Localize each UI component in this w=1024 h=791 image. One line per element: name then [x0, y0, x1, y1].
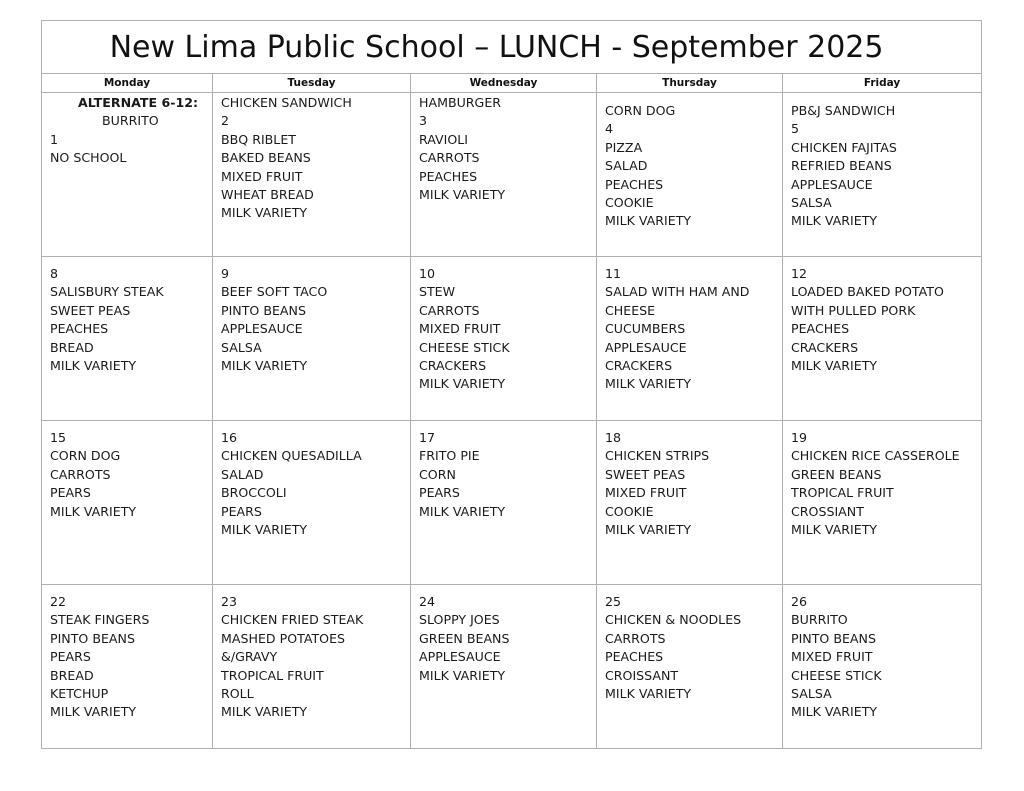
- menu-item: CHICKEN RICE CASSEROLE: [791, 448, 960, 464]
- menu-item: PEARS: [221, 503, 262, 519]
- menu-item: MILK VARIETY: [791, 704, 878, 720]
- menu-item: NO SCHOOL: [50, 150, 127, 166]
- menu-item: CHICKEN & NOODLES: [605, 612, 742, 628]
- menu-item: APPLESAUCE: [221, 321, 303, 337]
- menu-item: SWEET PEAS: [50, 302, 131, 318]
- menu-item: SALISBURY STEAK: [50, 284, 164, 300]
- day-cell-26: [783, 585, 982, 749]
- day-cell-5: [783, 93, 982, 257]
- day-cell-1: [42, 93, 213, 257]
- menu-item: TROPICAL FRUIT: [791, 485, 894, 501]
- alternate-item: BURRITO: [102, 113, 159, 129]
- day-cell-3: [411, 93, 597, 257]
- menu-item: COOKIE: [605, 195, 654, 211]
- day-number: 25: [605, 594, 622, 609]
- menu-item: MIXED FRUIT: [605, 485, 687, 501]
- menu-item: KETCHUP: [50, 686, 109, 702]
- menu-item: MILK VARIETY: [221, 704, 308, 720]
- day-number: 26: [791, 594, 808, 609]
- menu-item: GREEN BEANS: [419, 630, 510, 646]
- menu-item: PINTO BEANS: [221, 302, 306, 318]
- day-cell-8: [42, 257, 213, 421]
- alternate-label: ALTERNATE 6-12:: [78, 95, 199, 110]
- day-number: 11: [605, 266, 622, 281]
- menu-item: WHEAT BREAD: [221, 187, 314, 203]
- menu-item: CHICKEN QUESADILLA: [221, 448, 362, 464]
- menu-item: PEACHES: [50, 321, 109, 337]
- menu-item: MILK VARIETY: [50, 503, 137, 519]
- day-cell-22: [42, 585, 213, 749]
- menu-item: CHEESE STICK: [791, 667, 882, 683]
- menu-item: BROCCOLI: [221, 485, 287, 501]
- menu-item: HAMBURGER: [419, 95, 502, 110]
- day-cell-9: [213, 257, 411, 421]
- menu-item: MILK VARIETY: [50, 704, 137, 720]
- menu-item: SALSA: [791, 686, 832, 702]
- day-header-row: [42, 74, 982, 93]
- day-cell-17: [411, 421, 597, 585]
- day-cell-11: [597, 257, 783, 421]
- day-number: 4: [605, 121, 614, 137]
- menu-item: CORN DOG: [605, 103, 676, 118]
- menu-item: BURRITO: [791, 612, 848, 628]
- week-row-1: [42, 93, 982, 257]
- menu-item: ROLL: [221, 686, 254, 702]
- menu-item: MILK VARIETY: [221, 522, 308, 538]
- day-number: 16: [221, 430, 238, 445]
- menu-item: CHEESE: [605, 302, 656, 318]
- menu-item: BBQ RIBLET: [221, 131, 296, 147]
- menu-item: MILK VARIETY: [419, 503, 506, 519]
- menu-item: MILK VARIETY: [419, 376, 506, 392]
- day-number: 24: [419, 594, 436, 609]
- menu-item: CARROTS: [605, 630, 666, 646]
- menu-item: CARROTS: [419, 150, 480, 166]
- menu-item: WITH PULLED PORK: [791, 302, 916, 318]
- header-monday: Monday: [42, 74, 213, 93]
- menu-item: PIZZA: [605, 139, 643, 155]
- day-cell-23: [213, 585, 411, 749]
- menu-item: LOADED BAKED POTATO: [791, 284, 944, 300]
- day-number: 17: [419, 430, 436, 445]
- day-cell-18: [597, 421, 783, 585]
- day-cell-12: [783, 257, 982, 421]
- menu-item: CRACKERS: [605, 358, 673, 374]
- menu-item: MILK VARIETY: [419, 667, 506, 683]
- day-number: 23: [221, 594, 238, 609]
- day-number: 9: [221, 266, 230, 281]
- day-cell-19: [783, 421, 982, 585]
- day-cell-16: [213, 421, 411, 585]
- menu-item: PEACHES: [605, 649, 664, 665]
- menu-item: PEARS: [50, 649, 91, 665]
- day-cell-4: [597, 93, 783, 257]
- menu-item: APPLESAUCE: [419, 649, 501, 665]
- menu-item: SALAD: [605, 158, 648, 174]
- menu-item: CHICKEN FRIED STEAK: [221, 612, 364, 628]
- menu-item: MILK VARIETY: [605, 213, 692, 229]
- header-wednesday: Wednesday: [411, 74, 597, 93]
- day-number: 18: [605, 430, 622, 445]
- day-number: 19: [791, 430, 808, 445]
- menu-item: MIXED FRUIT: [791, 649, 873, 665]
- menu-item: MILK VARIETY: [605, 686, 692, 702]
- menu-item: APPLESAUCE: [791, 176, 873, 192]
- day-number: 5: [791, 121, 800, 137]
- menu-item: CORN: [419, 466, 456, 482]
- menu-item: PINTO BEANS: [50, 630, 135, 646]
- menu-item: MILK VARIETY: [605, 522, 692, 538]
- menu-item: PINTO BEANS: [791, 630, 876, 646]
- menu-item: SALSA: [221, 339, 262, 355]
- menu-item: BREAD: [50, 339, 94, 355]
- menu-item: CHICKEN FAJITAS: [791, 139, 897, 155]
- menu-item: PEACHES: [605, 176, 664, 192]
- day-number: 8: [50, 266, 59, 281]
- menu-item: CHEESE STICK: [419, 339, 510, 355]
- menu-item: SWEET PEAS: [605, 466, 686, 482]
- day-cell-15: [42, 421, 213, 585]
- menu-item: MIXED FRUIT: [221, 168, 303, 184]
- day-number: 1: [50, 131, 59, 147]
- menu-item: BEEF SOFT TACO: [221, 284, 328, 300]
- menu-item: PEARS: [50, 485, 91, 501]
- menu-item: PEARS: [419, 485, 460, 501]
- menu-item: BREAD: [50, 667, 94, 683]
- menu-item: SALSA: [791, 195, 832, 211]
- page-title: New Lima Public School – LUNCH - September 2025: [109, 29, 884, 65]
- menu-item: COOKIE: [605, 503, 654, 519]
- menu-item: MILK VARIETY: [791, 358, 878, 374]
- day-number: 2: [221, 113, 230, 129]
- title-cell: [42, 21, 982, 74]
- menu-item: FRITO PIE: [419, 448, 480, 464]
- day-number: 22: [50, 594, 67, 609]
- menu-item: MILK VARIETY: [221, 205, 308, 221]
- day-number: 10: [419, 266, 436, 281]
- lunch-calendar-table: [41, 20, 982, 749]
- menu-item: MILK VARIETY: [419, 187, 506, 203]
- day-number: 12: [791, 266, 808, 281]
- week-row-4: [42, 585, 982, 749]
- menu-item: CARROTS: [50, 466, 111, 482]
- menu-item: CROISSANT: [605, 667, 679, 683]
- header-tuesday: Tuesday: [213, 74, 411, 93]
- menu-item: STEAK FINGERS: [50, 612, 150, 628]
- week-row-2: [42, 257, 982, 421]
- menu-item: CHICKEN SANDWICH: [221, 95, 352, 110]
- day-cell-24: [411, 585, 597, 749]
- menu-item: BAKED BEANS: [221, 150, 311, 166]
- menu-item: APPLESAUCE: [605, 339, 687, 355]
- menu-item: CHICKEN STRIPS: [605, 448, 710, 464]
- menu-item: PEACHES: [791, 321, 850, 337]
- menu-item: PB&J SANDWICH: [791, 103, 896, 118]
- day-number: 3: [419, 113, 428, 129]
- menu-item: CORN DOG: [50, 448, 121, 464]
- menu-item: MILK VARIETY: [791, 522, 878, 538]
- menu-item: MILK VARIETY: [221, 358, 308, 374]
- menu-item: GREEN BEANS: [791, 466, 882, 482]
- menu-item: SALAD WITH HAM AND: [605, 284, 750, 300]
- menu-item: REFRIED BEANS: [791, 158, 892, 174]
- menu-item: MILK VARIETY: [50, 358, 137, 374]
- menu-item: MIXED FRUIT: [419, 321, 501, 337]
- week-row-3: [42, 421, 982, 585]
- menu-item: CRACKERS: [419, 358, 487, 374]
- menu-item: CUCUMBERS: [605, 321, 686, 337]
- day-cell-2: [213, 93, 411, 257]
- menu-item: CRACKERS: [791, 339, 859, 355]
- header-thursday: Thursday: [597, 74, 783, 93]
- day-cell-25: [597, 585, 783, 749]
- menu-item: STEW: [419, 284, 456, 300]
- menu-item: TROPICAL FRUIT: [221, 667, 324, 683]
- day-cell-10: [411, 257, 597, 421]
- menu-item: SLOPPY JOES: [419, 612, 500, 628]
- day-number: 15: [50, 430, 67, 445]
- header-friday: Friday: [783, 74, 982, 93]
- menu-item: CARROTS: [419, 302, 480, 318]
- menu-item: MILK VARIETY: [791, 213, 878, 229]
- menu-item: SALAD: [221, 466, 264, 482]
- menu-item: PEACHES: [419, 168, 478, 184]
- menu-item: RAVIOLI: [419, 131, 469, 147]
- menu-item: CROSSIANT: [791, 503, 864, 519]
- menu-item: MASHED POTATOES: [221, 630, 346, 646]
- menu-item: MILK VARIETY: [605, 376, 692, 392]
- menu-item: &/GRAVY: [221, 649, 278, 665]
